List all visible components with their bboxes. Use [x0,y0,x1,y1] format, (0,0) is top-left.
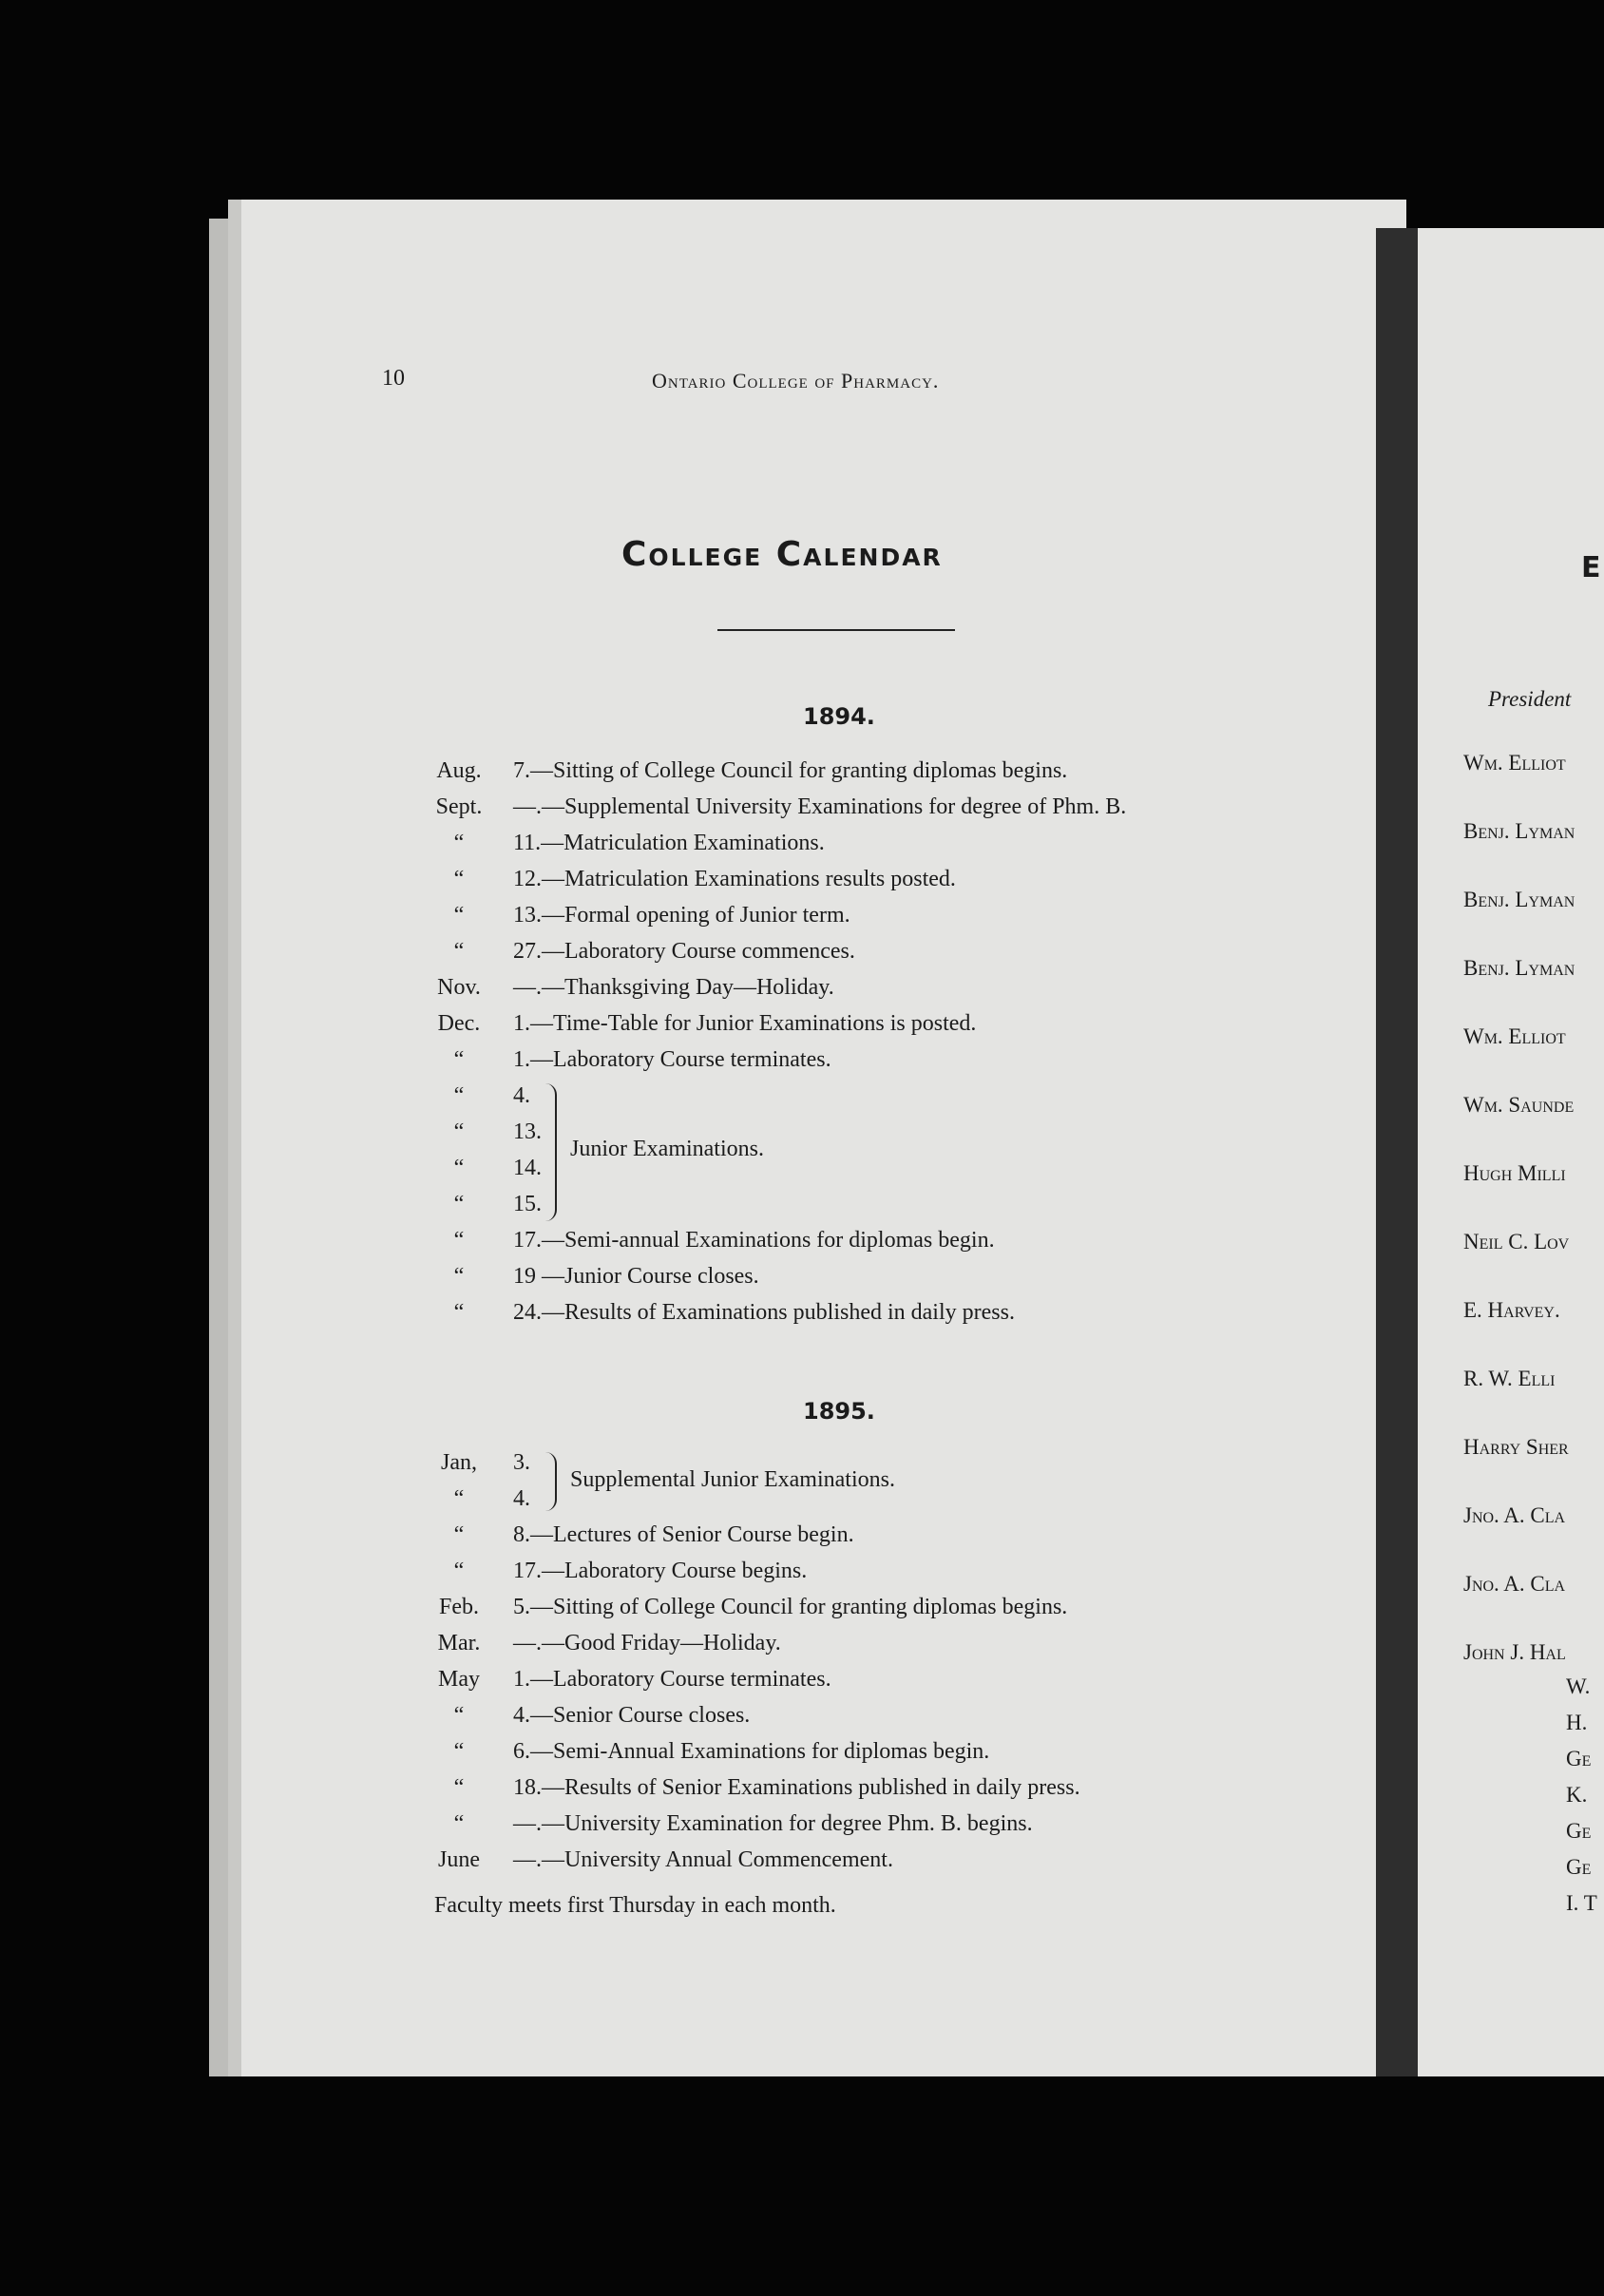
entry-text: 11.—Matriculation Examinations. [513,831,825,855]
entry-text: 17.—Laboratory Course begins. [513,1559,808,1583]
entry-month: Nov. [437,975,481,1000]
page-title: College Calendar [621,535,943,574]
group-label-1894: Junior Examinations. [570,1137,764,1161]
entry-month: “ [453,1192,465,1216]
entry-text: 4.—Senior Course closes. [513,1703,751,1728]
right-page-fragment: Ge [1566,1819,1592,1843]
right-page-name: Wm. Elliot [1463,751,1566,775]
entry-text: 14. [513,1156,542,1180]
entry-month: “ [453,1156,465,1180]
entry-month: “ [453,903,465,928]
entry-text: 7.—Sitting of College Council for granting diplomas begins. [513,758,1068,783]
entry-month: “ [453,1522,465,1547]
entry-month: “ [453,1559,465,1583]
entry-text: —.—University Examination for degree Phm. B. begins. [513,1811,1033,1836]
entry-text: 1.—Laboratory Course terminates. [513,1667,831,1692]
entry-text: 8.—Lectures of Senior Course begin. [513,1522,854,1547]
entry-text: 4. [513,1083,530,1108]
entry-text: 13. [513,1119,542,1144]
entry-month: May [438,1667,480,1692]
entry-month: “ [453,831,465,855]
entry-text: 3. [513,1450,530,1475]
brace-1895 [545,1452,557,1511]
book-gutter [1376,228,1418,2076]
brace-1894 [545,1083,557,1221]
right-page-fragment: I. T [1566,1891,1597,1915]
entry-text: 5.—Sitting of College Council for granting diplomas begins. [513,1595,1068,1619]
right-page-heading: E [1581,551,1601,584]
right-page-name: Benj. Lyman [1463,888,1575,911]
entry-text: 27.—Laboratory Course commences. [513,939,855,964]
entry-month: “ [453,1486,465,1511]
entry-month: “ [453,1083,465,1108]
right-page-fragment: K. [1566,1783,1588,1807]
entry-month: June [438,1847,480,1872]
right-page-name: John J. Hal [1463,1640,1566,1664]
entry-text: 1.—Laboratory Course terminates. [513,1047,831,1072]
entry-month: “ [453,1119,465,1144]
entry-text: 13.—Formal opening of Junior term. [513,903,850,928]
running-title: Ontario College of Pharmacy. [652,369,940,392]
right-page-fragment: H. [1566,1711,1588,1734]
right-page-name: R. W. Elli [1463,1367,1556,1390]
entry-month: Feb. [439,1595,479,1619]
right-page-name: Jno. A. Cla [1463,1503,1566,1527]
entry-month: “ [453,1047,465,1072]
entry-text: 24.—Results of Examinations published in daily press. [513,1300,1015,1325]
entry-month: “ [453,1300,465,1325]
right-page-name: E. Harvey. [1463,1298,1560,1322]
right-page-name: Neil C. Lov [1463,1230,1570,1253]
entry-text: 1.—Time-Table for Junior Examinations is posted. [513,1011,977,1036]
entry-text: 4. [513,1486,530,1511]
right-page-column-label: President [1488,687,1572,711]
entry-text: —.—Supplemental University Examinations for degree of Phm. B. [513,794,1127,819]
entry-month: Sept. [435,794,483,819]
entry-month: “ [453,867,465,891]
footer-note: Faculty meets first Thursday in each month. [434,1893,836,1918]
right-page-name: Jno. A. Cla [1463,1572,1566,1596]
entry-month: Dec. [437,1011,481,1036]
right-page-name: Benj. Lyman [1463,956,1575,980]
entry-text: —.—Thanksgiving Day—Holiday. [513,975,834,1000]
group-label-1895: Supplemental Junior Examinations. [570,1467,895,1492]
right-page-fragment: W. [1566,1674,1591,1698]
entry-month: “ [453,939,465,964]
page-number: 10 [382,366,405,391]
entry-month: “ [453,1264,465,1289]
entry-month: Aug. [436,758,482,783]
title-rule [717,629,955,631]
right-page-name: Benj. Lyman [1463,819,1575,843]
year-heading-1895: 1895. [803,1398,875,1425]
entry-month: “ [453,1228,465,1253]
right-page-fragment: Ge [1566,1855,1592,1879]
year-heading-1894: 1894. [803,703,875,730]
right-page-fragment: Ge [1566,1747,1592,1770]
right-page-name: Wm. Elliot [1463,1024,1566,1048]
entry-text: —.—Good Friday—Holiday. [513,1631,781,1655]
right-page [1418,228,1604,2076]
entry-month: “ [453,1739,465,1764]
right-page-name: Harry Sher [1463,1435,1569,1459]
right-page-name: Wm. Saunde [1463,1093,1575,1117]
entry-month: “ [453,1775,465,1800]
entry-text: 19 —Junior Course closes. [513,1264,759,1289]
entry-text: —.—University Annual Commencement. [513,1847,893,1872]
entry-text: 18.—Results of Senior Examinations published in daily press. [513,1775,1080,1800]
right-page-name: Hugh Milli [1463,1161,1566,1185]
entry-text: 6.—Semi-Annual Examinations for diplomas begin. [513,1739,990,1764]
entry-month: “ [453,1811,465,1836]
entry-text: 15. [513,1192,542,1216]
entry-text: 17.—Semi-annual Examinations for diplomas begin. [513,1228,995,1253]
entry-month: Mar. [437,1631,481,1655]
entry-month: Jan, [441,1450,477,1475]
entry-text: 12.—Matriculation Examinations results posted. [513,867,956,891]
entry-month: “ [453,1703,465,1728]
